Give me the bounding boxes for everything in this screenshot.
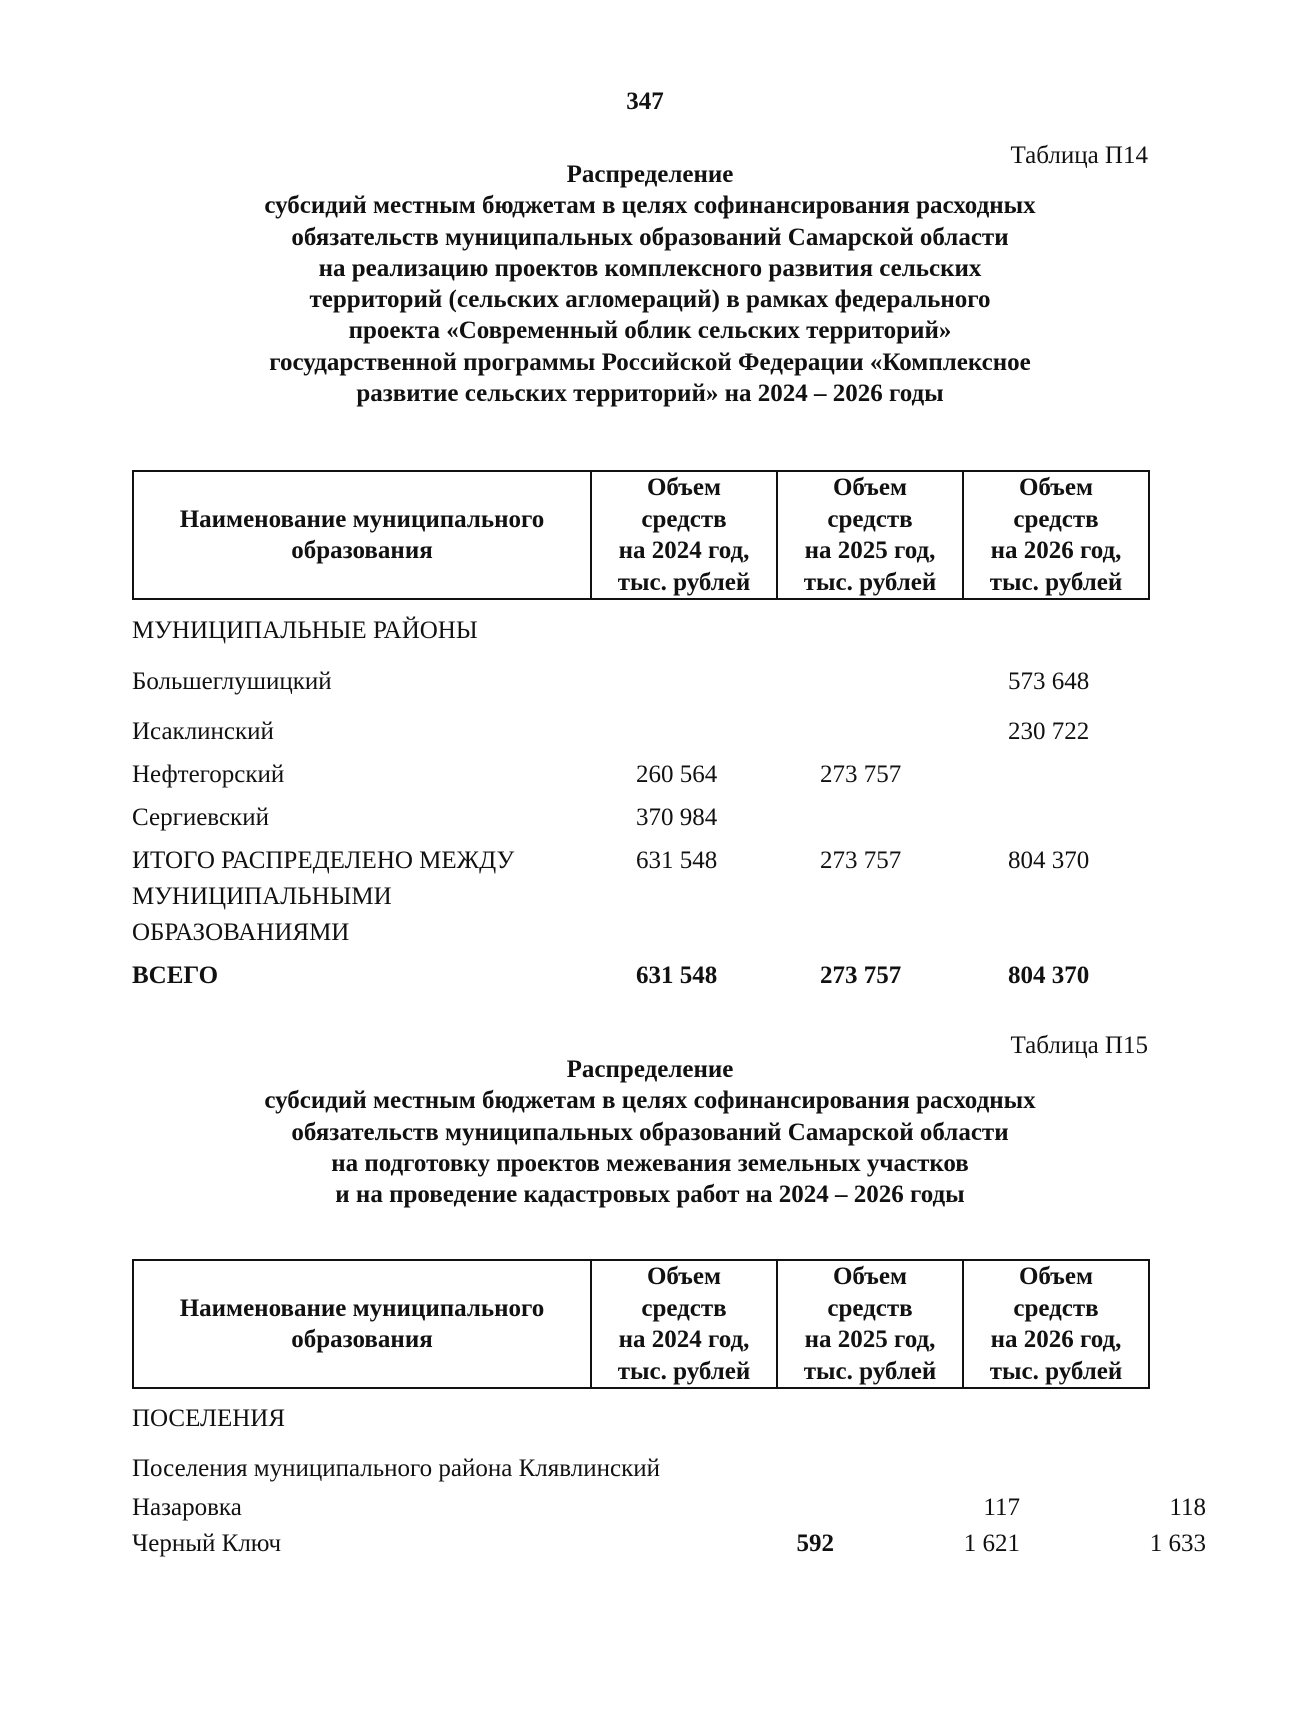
header-name-column: Наименование муниципального образования [133, 471, 591, 599]
value-2026: 1 633 [1149, 1530, 1206, 1557]
header-2026-column: Объем средств на 2026 год, тыс. рублей [963, 1260, 1149, 1388]
table-14-label: Таблица П14 [1010, 142, 1148, 169]
value-2025: 1 621 [963, 1530, 1020, 1557]
title-line: на подготовку проектов межевания земельных участков [331, 1149, 969, 1177]
value-2026: 118 [1169, 1494, 1206, 1521]
table-row [132, 1490, 1206, 1524]
value-2024: 592 [796, 1530, 834, 1557]
table-row [132, 1526, 1206, 1560]
title-line: развитие сельских территорий» на 2024 – 2026 годы [356, 380, 944, 408]
header-2024-column: Объем средств на 2024 год, тыс. рублей [591, 1260, 777, 1388]
row-name: ИТОГО РАСПРЕДЕЛЕНО МЕЖДУ МУНИЦИПАЛЬНЫМИ ОБРАЗОВАНИЯМИ [132, 847, 515, 946]
value-2026: 804 370 [1008, 962, 1090, 989]
value-2024: 631 548 [636, 962, 718, 989]
value-2026: 804 370 [1008, 847, 1090, 874]
row-name: Сергиевский [132, 804, 269, 831]
title-line: обязательств муниципальных образований Самарской области [291, 1118, 1009, 1146]
value-2026: 230 722 [1008, 718, 1090, 745]
value-2025: 273 757 [820, 761, 902, 788]
value-2025: 273 757 [820, 962, 902, 989]
table-row [132, 757, 1152, 791]
table-15-header [132, 1259, 1150, 1389]
table-15-title [120, 1054, 1180, 1210]
value-2025: 273 757 [820, 847, 902, 874]
table-14-title [120, 159, 1180, 409]
row-name: Исаклинский [132, 718, 274, 745]
title-line: субсидий местным бюджетам в целях софинансирования расходных [264, 1087, 1036, 1115]
table-15-label: Таблица П15 [1010, 1032, 1148, 1059]
title-line: Распределение [566, 1056, 734, 1083]
table-row [132, 664, 1152, 698]
grand-total-row [132, 958, 1152, 992]
title-line: обязательств муниципальных образований Самарской области [291, 223, 1009, 251]
page-number: 347 [626, 88, 664, 115]
row-name: Черный Ключ [132, 1530, 282, 1557]
value-2024: 370 984 [636, 804, 718, 831]
value-2024: 260 564 [636, 761, 718, 788]
title-line: Распределение [566, 161, 734, 188]
section-heading: ПОСЕЛЕНИЯ [132, 1405, 286, 1432]
table-row [132, 714, 1152, 748]
title-line: государственной программы Российской Федерации «Комплексное [269, 348, 1031, 376]
table-14-header [132, 470, 1150, 600]
title-line: субсидий местным бюджетам в целях софинансирования расходных [264, 192, 1036, 220]
distributed-total-row [132, 843, 1152, 953]
title-line: и на проведение кадастровых работ на 2024 – 2026 годы [335, 1181, 965, 1209]
header-2026-column: Объем средств на 2026 год, тыс. рублей [963, 471, 1149, 599]
row-name: Большеглушицкий [132, 668, 332, 695]
row-name: ВСЕГО [132, 962, 219, 989]
title-line: проекта «Современный облик сельских территорий» [348, 317, 952, 345]
subsection-heading: Поселения муниципального района Клявлинский [132, 1455, 660, 1482]
title-line: на реализацию проектов комплексного развития сельских [318, 254, 982, 282]
header-2024-column: Объем средств на 2024 год, тыс. рублей [591, 471, 777, 599]
value-2025: 117 [983, 1494, 1020, 1521]
title-line: территорий (сельских агломераций) в рамках федерального [309, 286, 991, 314]
section-heading: МУНИЦИПАЛЬНЫЕ РАЙОНЫ [132, 617, 478, 644]
value-2024: 631 548 [636, 847, 718, 874]
table-row [132, 800, 1152, 834]
header-name-column: Наименование муниципального образования [133, 1260, 591, 1388]
row-name: Нефтегорский [132, 761, 285, 788]
header-2025-column: Объем средств на 2025 год, тыс. рублей [777, 471, 963, 599]
header-2025-column: Объем средств на 2025 год, тыс. рублей [777, 1260, 963, 1388]
value-2026: 573 648 [1008, 668, 1090, 695]
row-name: Назаровка [132, 1494, 242, 1521]
